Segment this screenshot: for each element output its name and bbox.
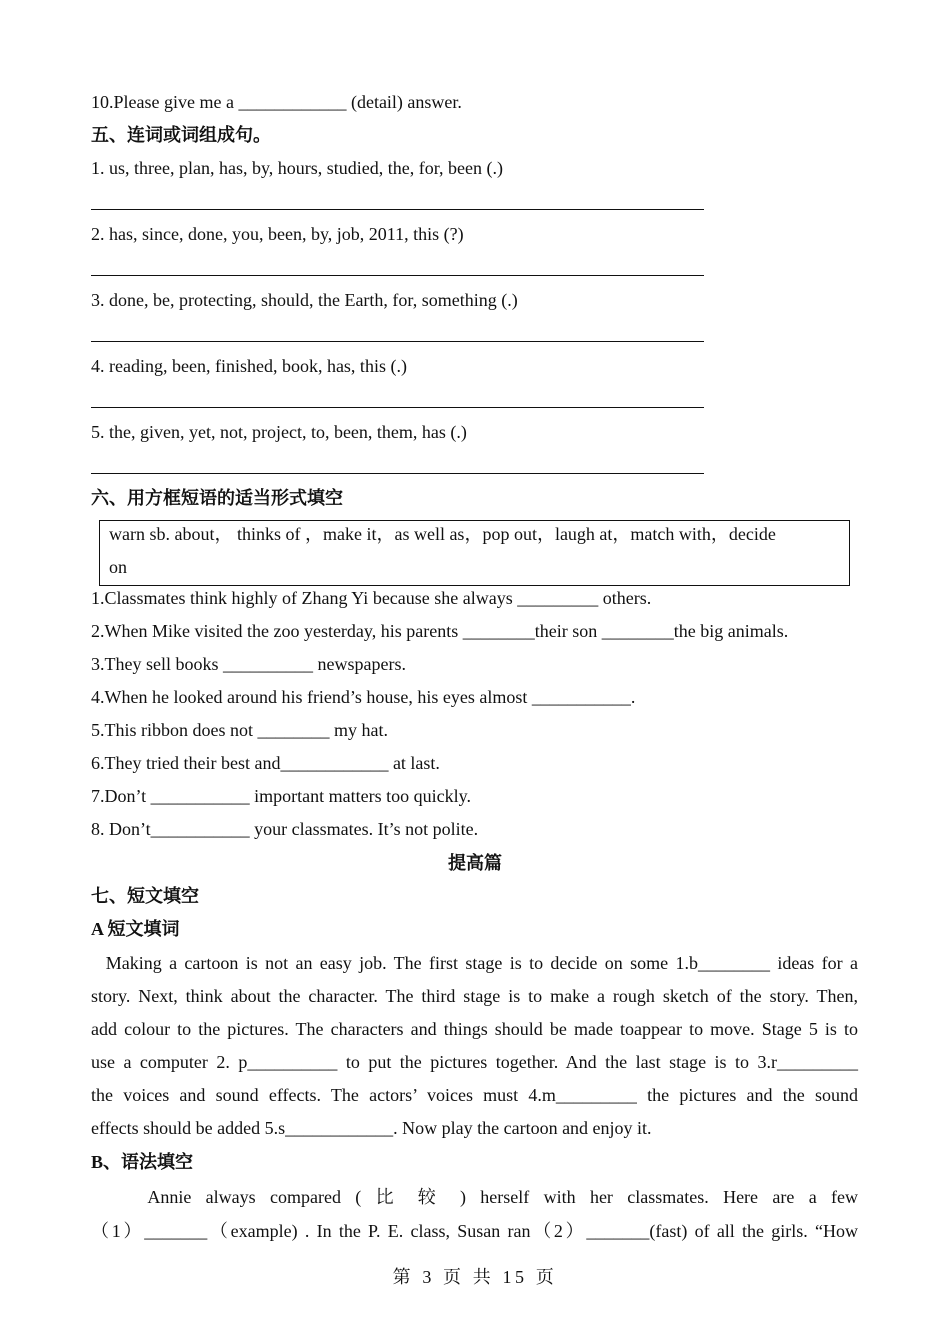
section-6-item-1: 1.Classmates think highly of Zhang Yi because she always _________ others. <box>91 588 652 608</box>
answer-line-5 <box>91 473 704 474</box>
question-10: 10.Please give me a ____________ (detail) answer. <box>91 92 462 112</box>
section-5-title: 五、连词或词组成句。 <box>91 125 271 145</box>
section-5-item-4: 4. reading, been, finished, book, has, this (.) <box>91 356 407 376</box>
section-5-item-5: 5. the, given, yet, not, project, to, been, them, has (.) <box>91 422 467 442</box>
section-6-item-6: 6.They tried their best and____________ at last. <box>91 753 440 773</box>
part-a-line-1: Making a cartoon is not an easy job. The first stage is to decide on some 1.b________ ideas for a <box>91 953 858 973</box>
section-6-title: 六、用方框短语的适当形式填空 <box>91 488 343 508</box>
section-6-item-4: 4.When he looked around his friend’s house, his eyes almost ___________. <box>91 687 636 707</box>
part-b-line-1: Annie always compared ( 比 较 ) herself with her classmates. Here are a few <box>91 1187 858 1207</box>
phrase-box-line-2: on <box>109 557 127 577</box>
part-a-line-4: use a computer 2. p__________ to put the pictures together. And the last stage is to 3.r_________ <box>91 1052 858 1072</box>
answer-line-2 <box>91 275 704 276</box>
advanced-heading: 提高篇 <box>448 853 502 873</box>
part-a-line-3: add colour to the pictures. The characters and things should be made toappear to move. Stage 5 is to <box>91 1019 858 1039</box>
phrase-box <box>99 520 850 586</box>
section-5-item-3: 3. done, be, protecting, should, the Earth, for, something (.) <box>91 290 518 310</box>
answer-line-1 <box>91 209 704 210</box>
part-b-line-2: （1）_______（example) . In the P. E. class, Susan ran（2）_______(fast) of all the girls. “How <box>91 1221 858 1241</box>
section-7-title: 七、短文填空 <box>91 886 199 906</box>
part-a-title: A 短文填词 <box>91 919 180 939</box>
part-b-title: B、语法填空 <box>91 1152 194 1172</box>
answer-line-4 <box>91 407 704 408</box>
section-6-item-5: 5.This ribbon does not ________ my hat. <box>91 720 388 740</box>
part-a-line-2: story. Next, think about the character. The third stage is to make a rough sketch of the story. Then, <box>91 986 858 1006</box>
section-5-item-1: 1. us, three, plan, has, by, hours, studied, the, for, been (.) <box>91 158 504 178</box>
section-6-item-2: 2.When Mike visited the zoo yesterday, his parents ________their son ________the big animals. <box>91 621 789 641</box>
section-5-item-2: 2. has, since, done, you, been, by, job, 2011, this (?) <box>91 224 464 244</box>
section-6-item-8: 8. Don’t___________ your classmates. It’s not polite. <box>91 819 479 839</box>
part-a-line-5: the voices and sound effects. The actors’ voices must 4.m_________ the pictures and the sound <box>91 1085 858 1105</box>
part-a-line-6: effects should be added 5.s____________. Now play the cartoon and enjoy it. <box>91 1118 652 1138</box>
page-footer: 第 3 页 共 15 页 <box>392 1267 558 1287</box>
answer-line-3 <box>91 341 704 342</box>
section-6-item-7: 7.Don’t ___________ important matters too quickly. <box>91 786 471 806</box>
phrase-box-line-1: warn sb. about， thinks of ，make it，as well as，pop out，laugh at，match with，decide <box>109 524 776 544</box>
section-6-item-3: 3.They sell books __________ newspapers. <box>91 654 406 674</box>
